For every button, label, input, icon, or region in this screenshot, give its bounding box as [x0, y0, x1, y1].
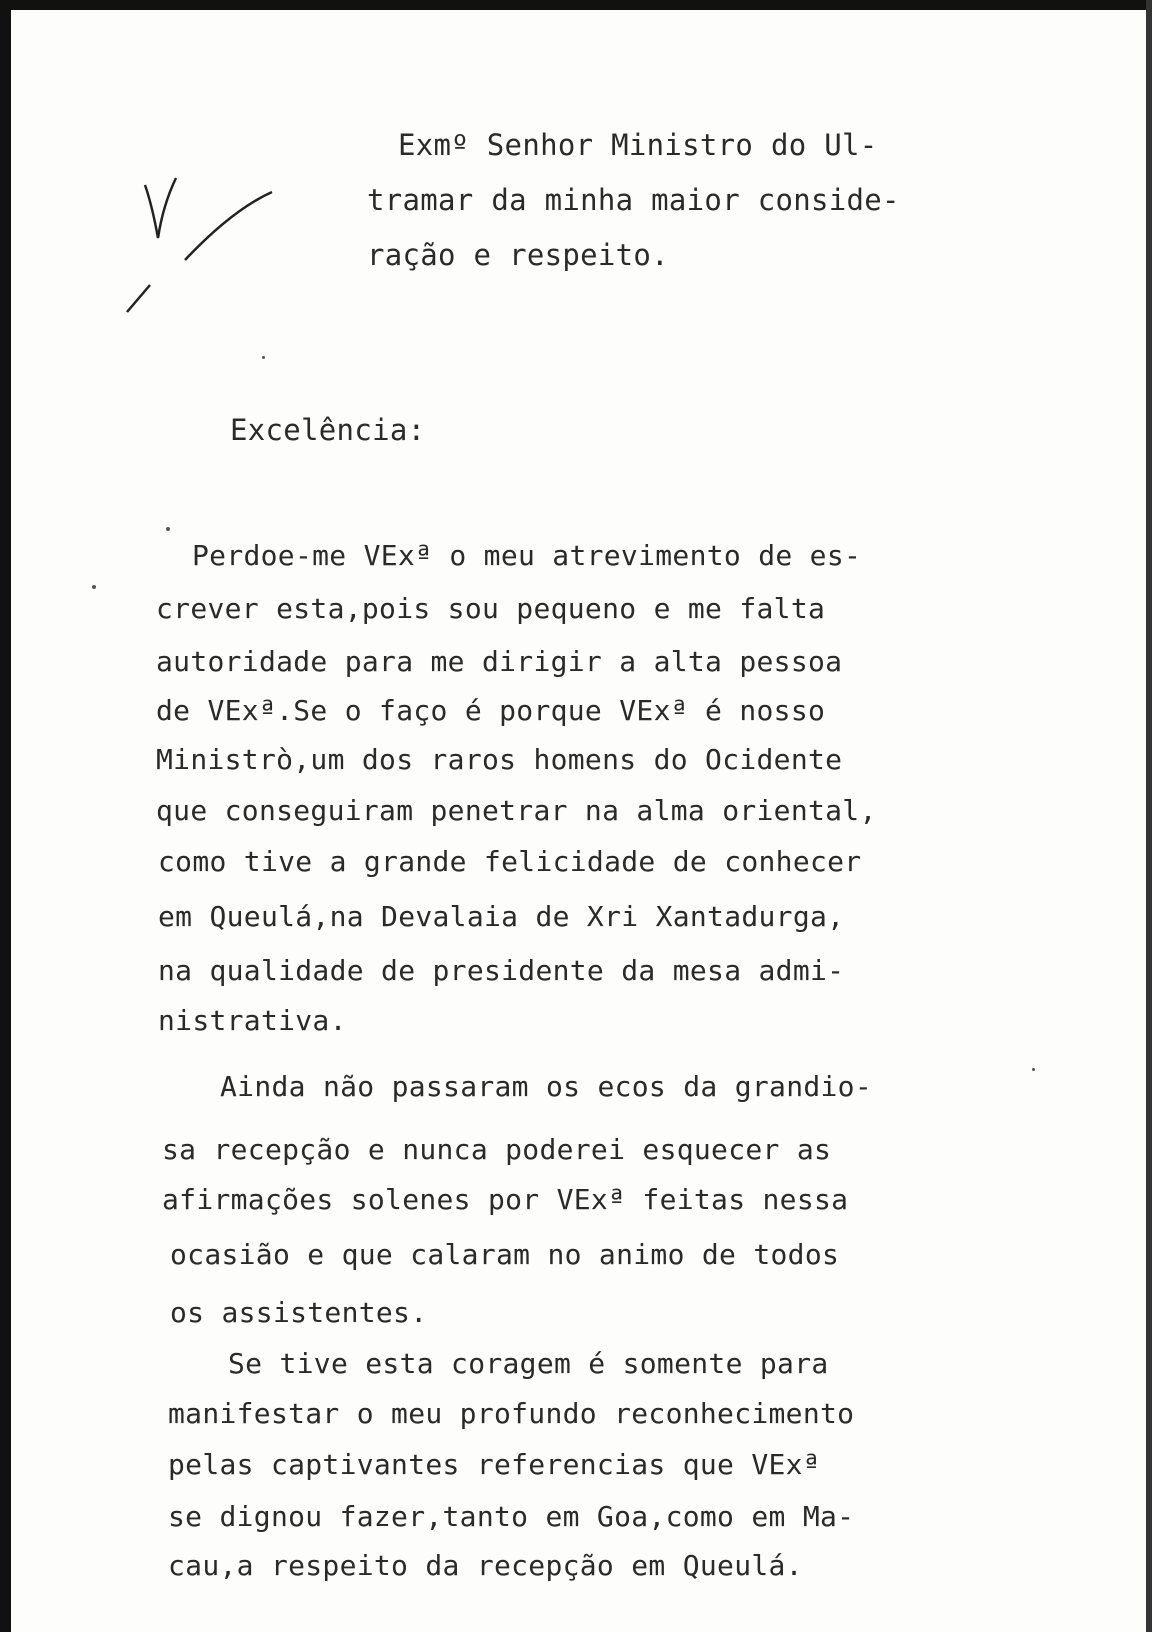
- ink-speck: [166, 527, 170, 531]
- paragraph-line: nistrativa.: [158, 1004, 347, 1037]
- paragraph-line: Se tive esta coragem é somente para: [228, 1347, 829, 1380]
- paragraph-line: pelas captivantes referencias que VExª: [168, 1448, 820, 1481]
- paragraph-line: autoridade para me dirigir a alta pessoa: [156, 645, 843, 678]
- paragraph-line: manifestar o meu profundo reconhecimento: [168, 1397, 855, 1430]
- paragraph-line: na qualidade de presidente da mesa admi-: [158, 954, 845, 987]
- paragraph-line: afirmações solenes por VExª feitas nessa: [162, 1183, 849, 1216]
- paragraph-line: ocasião e que calaram no animo de todos: [170, 1238, 840, 1271]
- paragraph-line: cau,a respeito da recepção em Queulá.: [168, 1549, 803, 1582]
- paragraph-line: os assistentes.: [170, 1296, 428, 1329]
- address-line-1: Exmº Senhor Ministro do Ul-: [398, 128, 878, 162]
- paragraph-line: Ainda não passaram os ecos da grandio-: [220, 1070, 872, 1103]
- paragraph-line: crever esta,pois sou pequeno e me falta: [156, 592, 826, 625]
- paragraph-line: em Queulá,na Devalaia de Xri Xantadurga,: [158, 900, 845, 933]
- paragraph-line: sa recepção e nunca poderei esquecer as: [162, 1133, 832, 1166]
- paragraph-line: Ministrò,um dos raros homens do Ocidente: [156, 743, 843, 776]
- ink-speck: [92, 585, 96, 589]
- paragraph-line: Perdoe-me VExª o meu atrevimento de es-: [192, 539, 862, 572]
- paragraph-line: que conseguiram penetrar na alma oriental,: [156, 794, 877, 827]
- ink-speck: [262, 356, 265, 359]
- paragraph-line: se dignou fazer,tanto em Goa,como em Ma-: [168, 1500, 855, 1533]
- address-line-2: tramar da minha maior conside-: [367, 183, 900, 217]
- paragraph-line: como tive a grande felicidade de conhecer: [158, 845, 862, 878]
- address-line-3: ração e respeito.: [367, 238, 669, 272]
- ink-speck: [1032, 1068, 1035, 1071]
- salutation: Excelência:: [230, 413, 426, 447]
- paragraph-line: de VExª.Se o faço é porque VExª é nosso: [156, 694, 826, 727]
